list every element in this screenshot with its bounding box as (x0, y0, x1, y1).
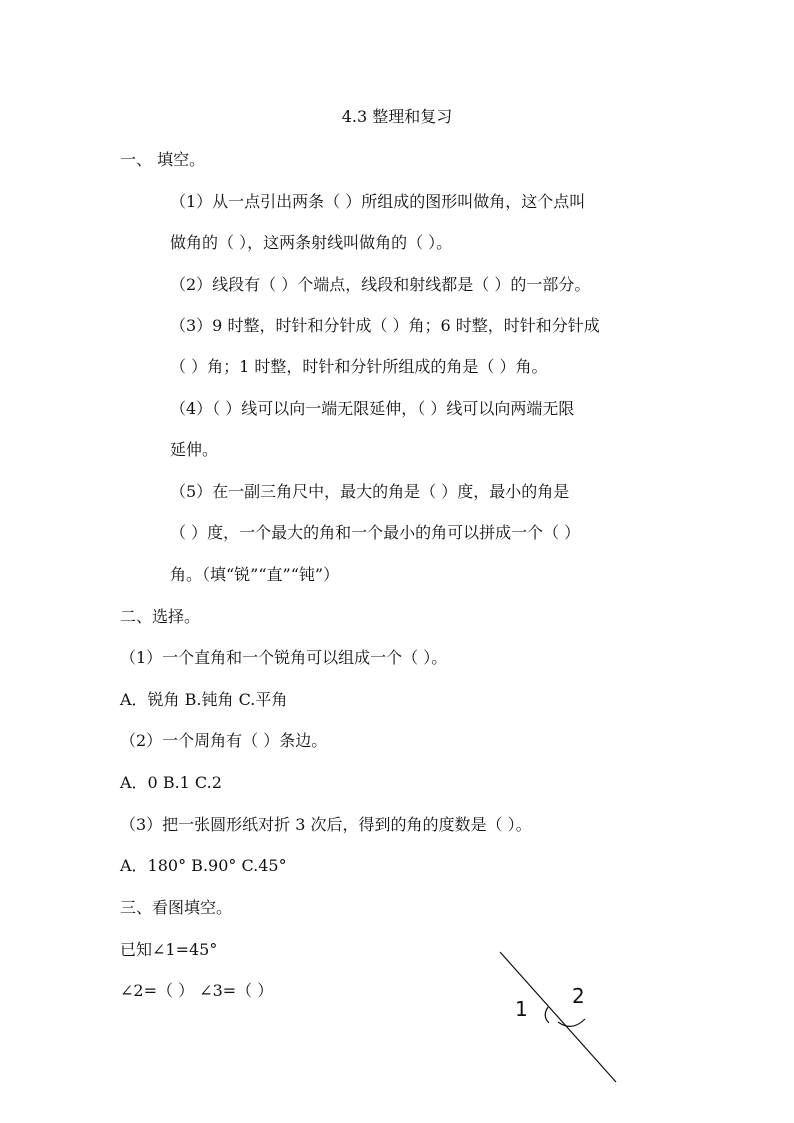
fill-q5-line1: （5）在一副三角尺中，最大的角是（ ）度，最小的角是 (170, 482, 570, 501)
angle-2-arc (558, 1019, 585, 1026)
choice-q1-options: A．锐角 B.钝角 C.平角 (120, 690, 288, 709)
choice-q2-options: A．0 B.1 C.2 (120, 773, 222, 792)
section2-heading: 二、选择。 (120, 607, 201, 626)
choice-q2: （2）一个周角有（ ）条边。 (120, 731, 328, 750)
given-angle: 已知∠1=45° (120, 940, 218, 959)
fill-q5-line3: 角。（填“锐”“直”“钝”） (170, 565, 340, 584)
fill-q5-line2: （ ）度，一个最大的角和一个最小的角可以拼成一个（ ） (170, 523, 581, 542)
section3-heading: 三、看图填空。 (120, 898, 233, 917)
choice-q3-options: A．180° B.90° C.45° (120, 856, 287, 875)
angle-label-1: 1 (515, 997, 528, 1021)
fill-q4-line2: 延伸。 (170, 440, 219, 459)
fill-q3-line1: （3）9 时整，时针和分针成（ ）角；6 时整，时针和分针成 (170, 316, 600, 335)
fill-q3-line2: （ ）角；1 时整，时针和分针所组成的角是（ ）角。 (170, 357, 548, 376)
fill-q2-line1: （2）线段有（ ）个端点，线段和射线都是（ ）的一部分。 (170, 275, 591, 294)
angle-label-2: 2 (572, 984, 585, 1008)
section1-heading: 一、 填空。 (120, 150, 206, 169)
angle-1-arc (545, 1007, 549, 1023)
angle-question: ∠2=（ ） ∠3=（ ） (120, 981, 274, 1000)
fill-q4-line1: （4）（ ）线可以向一端无限延伸，（ ）线可以向两端无限 (170, 399, 575, 418)
page-title: 4.3 整理和复习 (341, 107, 453, 126)
choice-q1: （1）一个直角和一个锐角可以组成一个（ ）。 (120, 648, 448, 667)
fill-q1-line2: 做角的（ ），这两条射线叫做角的（ ）。 (170, 233, 453, 252)
choice-q3: （3）把一张圆形纸对折 3 次后，得到的角的度数是（ ）。 (120, 815, 532, 834)
fill-q1-line1: （1）从一点引出两条（ ）所组成的图形叫做角，这个点叫 (170, 192, 586, 211)
